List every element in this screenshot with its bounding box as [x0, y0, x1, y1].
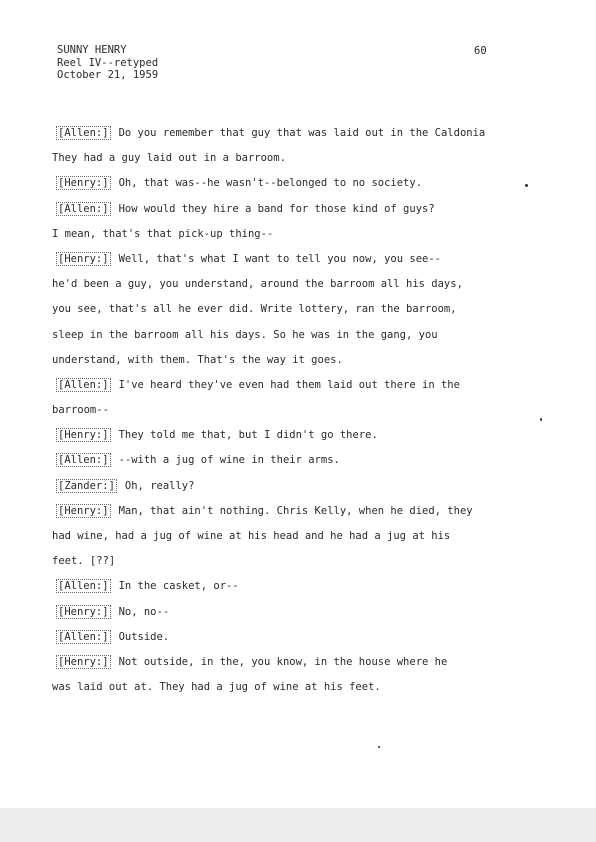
transcript-line: [52, 398, 536, 423]
speaker-label: [Henry:]: [58, 252, 109, 265]
speaker-label: [Henry:]: [58, 177, 109, 190]
speaker-label: [Allen:]: [58, 454, 109, 467]
line-text: sleep in the barroom all his days. So he was in the gang, you: [52, 328, 438, 341]
line-text: barroom--: [52, 404, 109, 417]
transcript-line: [52, 297, 536, 322]
line-text: How would they hire a band for those kind of guys?: [118, 202, 435, 215]
transcript-line: [56, 171, 536, 196]
speaker-label: [Henry:]: [58, 605, 109, 618]
line-text: understand, with them. That's the way it goes.: [52, 353, 343, 366]
speaker-label: [Allen:]: [58, 202, 109, 215]
transcript-line: [56, 448, 536, 473]
line-text: Man, that ain't nothing. Chris Kelly, when he died, they: [118, 504, 473, 517]
line-text: was laid out at. They had a jug of wine at his feet.: [52, 681, 381, 694]
interviewee-name: SUNNY HENRY: [57, 44, 127, 56]
transcript-line: [56, 197, 536, 222]
reel-label: Reel IV--retyped: [57, 56, 159, 69]
transcript-line: [56, 574, 536, 599]
transcript-line: [52, 272, 536, 297]
transcript-line: [52, 323, 536, 348]
transcript-line: [56, 499, 536, 524]
interview-date: October 21, 1959: [57, 69, 159, 81]
line-text: I mean, that's that pick-up thing--: [52, 227, 274, 240]
line-text: Oh, that was--he wasn't--belonged to no society.: [118, 177, 423, 190]
line-text: --with a jug of wine in their arms.: [118, 454, 340, 467]
transcript-line: [56, 650, 536, 675]
transcript-line: [52, 549, 536, 574]
transcript-line: [56, 625, 536, 650]
speaker-label: [Henry:]: [58, 429, 109, 442]
line-text: Oh, really?: [124, 479, 195, 492]
transcript-line: [52, 675, 536, 700]
line-text: No, no--: [118, 605, 170, 618]
transcript-line: [56, 423, 536, 448]
transcript-line: [52, 348, 536, 373]
stray-mark: [378, 746, 380, 748]
stray-mark: [525, 184, 528, 187]
page-number: 60: [474, 45, 487, 57]
line-text: In the casket, or--: [118, 580, 239, 593]
transcript-line: [56, 474, 536, 499]
speaker-label: [Allen:]: [58, 630, 109, 643]
stray-mark: [540, 418, 542, 421]
transcript-line: [56, 247, 536, 272]
speaker-label: [Allen:]: [58, 378, 109, 391]
line-text: you see, that's all he ever did. Write lottery, ran the barroom,: [52, 303, 457, 316]
document-header: [57, 44, 158, 82]
line-text: Well, that's what I want to tell you now, you see--: [118, 252, 441, 265]
line-text: Outside.: [118, 630, 170, 643]
transcript-body: [52, 121, 536, 700]
line-text: They told me that, but I didn't go there.: [118, 429, 378, 442]
speaker-label: [Henry:]: [58, 504, 109, 517]
line-text: had wine, had a jug of wine at his head and he had a jug at his: [52, 530, 451, 542]
line-text: I've heard they've even had them laid out there in the: [118, 378, 460, 391]
line-text: They had a guy laid out in a barroom.: [52, 152, 286, 165]
line-text: he'd been a guy, you understand, around the barroom all his days,: [52, 278, 463, 291]
speaker-label: [Henry:]: [58, 655, 109, 668]
transcript-line: [56, 600, 536, 625]
speaker-label: [Allen:]: [58, 127, 109, 139]
transcript-line: [52, 222, 536, 247]
line-text: Do you remember that guy that was laid out in the Caldonia: [118, 127, 486, 139]
page-background: [0, 808, 596, 842]
speaker-label: [Allen:]: [58, 580, 109, 593]
transcript-line: [56, 373, 536, 398]
transcript-line: [52, 524, 536, 549]
line-text: feet. [??]: [52, 555, 116, 568]
transcript-line: [52, 146, 536, 171]
transcript-line: [56, 121, 536, 146]
speaker-label: [Zander:]: [58, 479, 115, 492]
line-text: Not outside, in the, you know, in the house where he: [118, 655, 448, 668]
